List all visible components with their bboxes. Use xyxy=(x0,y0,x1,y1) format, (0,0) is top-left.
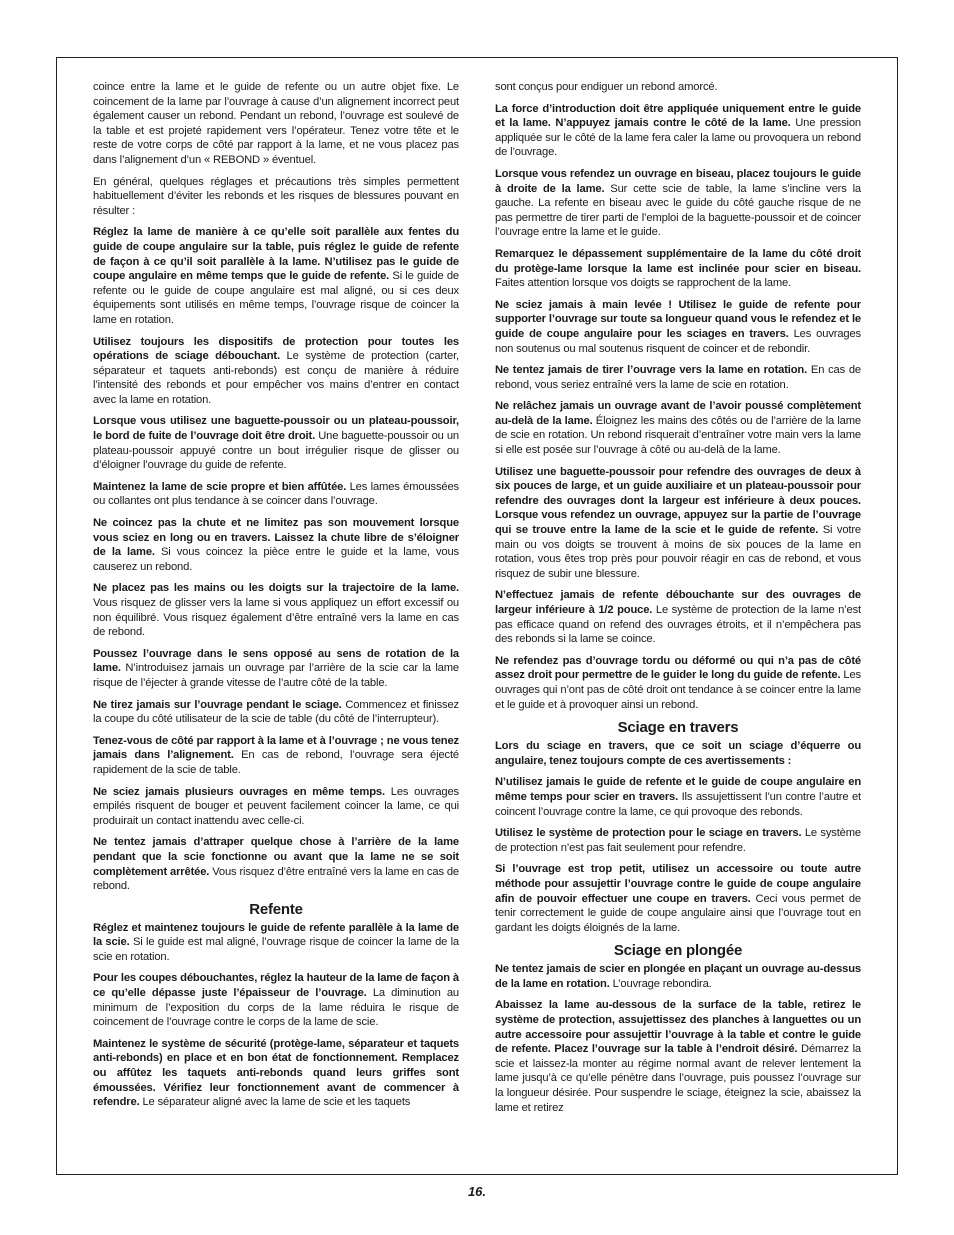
paragraph-text: Les ouvrages empilés risquent de bouger et peuvent facilement coincer la lame, ce qui produirait un contact inattendu avec celle-ci. xyxy=(93,785,460,827)
paragraph xyxy=(93,175,459,219)
paragraph xyxy=(93,647,459,691)
paragraph xyxy=(93,335,459,408)
page-number: 16. xyxy=(467,1184,487,1199)
paragraph-bold-lead: Ne sciez jamais plusieurs ouvrages en même temps. xyxy=(93,785,385,798)
paragraph-bold-lead: Ne tirez jamais sur l’ouvrage pendant le sciage. xyxy=(93,698,342,711)
paragraph-bold-lead: Si l’ouvrage est trop petit, utilisez un accessoire ou toute autre méthode pour assujettir l’ouvrage contre le guide de coupe angulaire afin de pouvoir effectuer une coupe en travers. xyxy=(495,863,861,905)
paragraph xyxy=(495,80,861,95)
paragraph xyxy=(93,80,459,168)
paragraph xyxy=(495,465,861,582)
paragraph-text: sont conçus pour endiguer un rebond amorcé. xyxy=(495,81,718,93)
paragraph xyxy=(93,516,459,574)
paragraph-text: Vous risquez de glisser vers la lame si vous appliquez un effort excessif ou non équilibré. Vous risquez également d’être entraîné vers la lame en cas de rebond. xyxy=(93,597,459,639)
paragraph-text: Vous risquez d’être entraîné vers la lame en cas de rebond. xyxy=(93,865,460,893)
paragraph-bold-lead: Ne relâchez jamais un ouvrage avant de l’avoir poussé complètement au-delà de la lame. xyxy=(495,400,861,427)
paragraph-text: En cas de rebond, l’ouvrage sera éjecté rapidement de la scie de table. xyxy=(93,749,459,776)
paragraph xyxy=(93,698,459,727)
paragraph xyxy=(495,399,861,457)
paragraph-text: coince entre la lame et le guide de refente ou un autre objet fixe. Le coincement de la lame par l’ouvrage à cause d’un alignement incorrect peut également causer un rebond. Pendant un rebond, l’ouvrage est soulevé de la table et est projeté rapidement vers l’opérateur. Tenez votre tête et le reste de votre corps de côté par rapport à la lame, et ne vous placez pas dans l’alignement d’un « REBOND » éventuel. xyxy=(93,81,459,166)
paragraph-bold-lead: Abaissez la lame au-dessous de la surface de la table, retirez le système de protection, assujettissez des planches à languettes ou un autre accessoire pour assujettir l’ouvrage à la table et contre le guide de refente. Placez l’ouvrage sur la table à l’endroit désiré. xyxy=(495,999,861,1056)
paragraph xyxy=(93,581,459,639)
paragraph xyxy=(495,739,861,768)
paragraph xyxy=(93,835,459,893)
paragraph xyxy=(93,921,459,965)
paragraph-text: Le système de protection n’est pas fait seulement pour refendre. xyxy=(495,827,861,854)
paragraph xyxy=(495,998,861,1115)
paragraph-text: Faites attention lorsque vos doigts se rapprochent de la lame. xyxy=(495,277,792,290)
paragraph-bold-lead: Réglez la lame de manière à ce qu’elle soit parallèle aux fentes du guide de coupe angulaire sur la table, puis réglez le guide de refente de façon à ce qu’il soit parallèle à la lame. N’utilisez pas le guide de coupe angulaire en même temps que le guide de refente. xyxy=(93,226,459,283)
paragraph xyxy=(495,167,861,240)
paragraph-bold-lead: Réglez et maintenez toujours le guide de refente parallèle à la lame de la scie. xyxy=(93,921,459,949)
paragraph xyxy=(93,785,459,829)
paragraph-bold-lead: Lorsque vous refendez un ouvrage en biseau, placez toujours le guide à droite de la lame. xyxy=(495,167,861,195)
paragraph xyxy=(495,862,861,935)
paragraph-bold-lead: La force d’introduction doit être appliquée uniquement entre le guide et la lame. N’appuyez jamais contre le côté de la lame. xyxy=(495,102,861,130)
paragraph-text: Ils assujettissent l’un contre l’autre et coincent l’ouvrage contre la lame, ce qui provoque des rebonds. xyxy=(495,790,861,818)
paragraph-bold-lead: Ne tentez jamais de scier en plongée en plaçant un ouvrage au-dessus de la lame en rotation. xyxy=(495,963,861,990)
paragraph-bold-lead: Tenez-vous de côté par rapport à la lame et à l’ouvrage ; ne vous tenez jamais dans l’alignement. xyxy=(93,734,459,762)
paragraph xyxy=(93,1037,459,1110)
paragraph-bold-lead: N’effectuez jamais de refente débouchante sur des ouvrages de largeur inférieure à 1/2 pouce. xyxy=(495,589,861,616)
paragraph xyxy=(495,962,861,991)
paragraph xyxy=(495,363,861,392)
paragraph-bold-lead: Utilisez le système de protection pour le sciage en travers. xyxy=(495,827,802,840)
left-column xyxy=(93,80,459,1117)
paragraph-bold-lead: Ne coincez pas la chute et ne limitez pas son mouvement lorsque vous sciez en long ou en travers. Laissez la chute libre de s’éloigner de la lame. xyxy=(93,517,459,559)
paragraph-text: Une pression appliquée sur le côté de la lame fera caler la lame ou provoquera un rebond de l’ouvrage. xyxy=(495,117,862,159)
paragraph-text: En cas de rebond, vous seriez entraîné vers la lame de scie en rotation. xyxy=(495,364,861,391)
paragraph-text: Si votre main ou vos doigts se trouvent à moins de six pouces de la lame en rotation, vous êtes trop près pour pouvoir réagir en cas de rebond, et vous risquez de subir une blessure. xyxy=(495,524,861,580)
paragraph xyxy=(495,654,861,712)
paragraph-text: Ceci vous permet de tenir correctement le guide de coupe angulaire ainsi que l’ouvrage tout en gardant les doigts éloignés de la lame. xyxy=(495,892,861,934)
paragraph xyxy=(495,588,861,646)
paragraph-bold-lead: Maintenez le système de sécurité (protège-lame, séparateur et taquets anti-rebonds) en place et en bon état de fonctionnement. Remplacez ou affûtez les taquets anti-rebonds quand leurs griffes sont émoussées. Vérifiez leur fonctionnement avant de commencer à refendre. xyxy=(93,1037,459,1109)
paragraph-bold-lead: Pour les coupes débouchantes, réglez la hauteur de la lame de façon à ce qu’elle dépasse juste l’épaisseur de l’ouvrage. xyxy=(93,972,459,1000)
paragraph xyxy=(93,414,459,472)
paragraph-text: Si vous coincez la pièce entre le guide et la lame, vous causerez un rebond. xyxy=(93,546,460,573)
paragraph-text: Une baguette-poussoir ou un plateau-poussoir appuyé contre un bout irrégulier risque de glisser ou d’éloigner l’ouvrage du guide de refente. xyxy=(93,430,459,472)
paragraph-text: Le système de protection de la lame n’est pas efficace quand on refend des ouvrages étroits, et il n’empêchera pas des rebonds si la lame se coince. xyxy=(495,604,861,646)
paragraph-bold-lead: Ne sciez jamais à main levée ! Utilisez le guide de refente pour supporter l’ouvrage sur toute sa longueur quand vous le refendez et le guide de coupe angulaire pour les sciages en travers. xyxy=(495,298,861,340)
paragraph xyxy=(93,480,459,509)
right-column xyxy=(495,80,861,1122)
paragraph-text: Commencez et finissez la coupe du côté utilisateur de la scie de table (du côté de l’interrupteur). xyxy=(93,698,459,726)
section-heading: Sciage en plongée xyxy=(613,942,743,960)
paragraph-bold-lead: Lorsque vous utilisez une baguette-poussoir ou un plateau-poussoir, le bord de fuite de l’ouvrage doit être droit. xyxy=(93,415,459,443)
paragraph xyxy=(93,225,459,327)
paragraph-bold-lead: Utilisez une baguette-poussoir pour refendre des ouvrages de deux à six pouces de large, et un guide auxiliaire et un plateau-poussoir pour refendre des ouvrages dont la largeur est inférieure à deux pouces. Lorsque vous refendez un ouvrage, appuyez sur la partie de l’ouvrage qui se trouve entre la lame de la scie et le guide de refente. xyxy=(495,465,861,537)
section-heading: Sciage en travers xyxy=(617,719,739,737)
paragraph-bold-lead: Maintenez la lame de scie propre et bien affûtée. xyxy=(93,480,347,493)
paragraph-text: Si le guide de refente ou le guide de coupe angulaire est mal aligné, ou si ces deux équipements sont utilisés en même temps, l’ouvrage risque de coincer la lame en rotation. xyxy=(93,270,459,326)
paragraph-bold-lead: Remarquez le dépassement supplémentaire de la lame du côté droit du protège-lame lorsque la lame est inclinée pour scier en biseau. xyxy=(495,247,861,275)
paragraph xyxy=(93,971,459,1029)
paragraph-text: Éloignez les mains des côtés ou de l’arrière de la lame de scie en rotation. Un rebond risquerait d’entraîner votre main vers la lame si elle est posée sur l’ouvrage à côté ou au-delà de la lame. xyxy=(495,414,861,457)
paragraph xyxy=(495,102,861,160)
paragraph-text: La diminution au minimum de l’exposition du corps de la lame réduira le risque de coincement de l’ouvrage contre le corps de la lame de scie. xyxy=(93,987,459,1029)
paragraph xyxy=(495,826,861,855)
paragraph-bold-lead: Ne tentez jamais de tirer l’ouvrage vers la lame en rotation. xyxy=(495,364,808,377)
paragraph xyxy=(495,247,861,291)
paragraph-bold-lead: N’utilisez jamais le guide de refente et le guide de coupe angulaire en même temps pour scier en travers. xyxy=(495,776,861,803)
paragraph-bold-lead: Poussez l’ouvrage dans le sens opposé au sens de rotation de la lame. xyxy=(93,647,459,675)
paragraph xyxy=(495,775,861,819)
paragraph xyxy=(93,734,459,778)
paragraph-bold-lead: Utilisez toujours les dispositifs de protection pour toutes les opérations de sciage débouchant. xyxy=(93,335,459,363)
paragraph-text: Démarrez la scie et laissez-la monter au régime normal avant de relever lentement la lame jusqu’à ce qu’elle pénètre dans l’ouvrage, puis poussez l’ouvrage sur la longueur désirée. Pour suspendre le sciage, éteignez la scie, abaissez la lame et retirez xyxy=(495,1043,861,1114)
paragraph-text: Si le guide est mal aligné, l’ouvrage risque de coincer la lame de la scie en rotation. xyxy=(93,936,460,963)
paragraph-bold-lead: Ne tentez jamais d’attraper quelque chose à l’arrière de la lame pendant que la scie fonctionne ou avant que la lame ne se soit complètement arrêtée. xyxy=(93,836,459,878)
paragraph-text: N’introduisez jamais un ouvrage par l’arrière de la scie car la lame risque de l’éjecter à grande vitesse de l’autre côté de la table. xyxy=(93,662,459,689)
paragraph-text: Sur cette scie de table, la lame s’incline vers la gauche. La refente en biseau avec le guide du côté gauche risque de ne pas permettre de tirer parti de l’emploi de la baguette-poussoir et de coincer l’ouvrage entre la lame et le guide. xyxy=(495,182,861,239)
paragraph-text: Les ouvrages qui n’ont pas de côté droit ont tendance à se coincer entre la lame et le guide et à provoquer ainsi un rebond. xyxy=(495,669,862,711)
paragraph-text: Le séparateur aligné avec la lame de scie et les taquets xyxy=(139,1096,411,1109)
paragraph-text: Le système de protection (carter, séparateur et taquets anti-rebonds) est conçu de manière à réduire l’intensité des rebonds et pour empêcher vos mains d’entrer en contact avec la lame en rotation. xyxy=(93,350,459,406)
paragraph-text: L’ouvrage rebondira. xyxy=(609,977,712,990)
paragraph-bold-lead: Ne refendez pas d’ouvrage tordu ou déformé ou qui n’a pas de côté assez droit pour permettre de le guider le long du guide de refente. xyxy=(495,654,861,682)
paragraph-text: En général, quelques réglages et précautions très simples permettent habituellement d’éviter les rebonds et les risques de blessures pouvant en résulter : xyxy=(93,175,459,217)
paragraph xyxy=(495,298,861,356)
paragraph-bold-lead: Ne placez pas les mains ou les doigts sur la trajectoire de la lame. xyxy=(93,582,459,595)
paragraph-text: Les lames émoussées ou collantes ont plus tendance à se coincer dans l’ouvrage. xyxy=(93,480,459,508)
paragraph-text: Les ouvrages non soutenus ou mal soutenus risquent de coincer et de rebondir. xyxy=(495,327,861,355)
paragraph-bold-lead: Lors du sciage en travers, que ce soit un sciage d’équerre ou angulaire, tenez toujours compte de ces avertissements : xyxy=(495,740,861,767)
section-heading: Refente xyxy=(249,900,303,918)
